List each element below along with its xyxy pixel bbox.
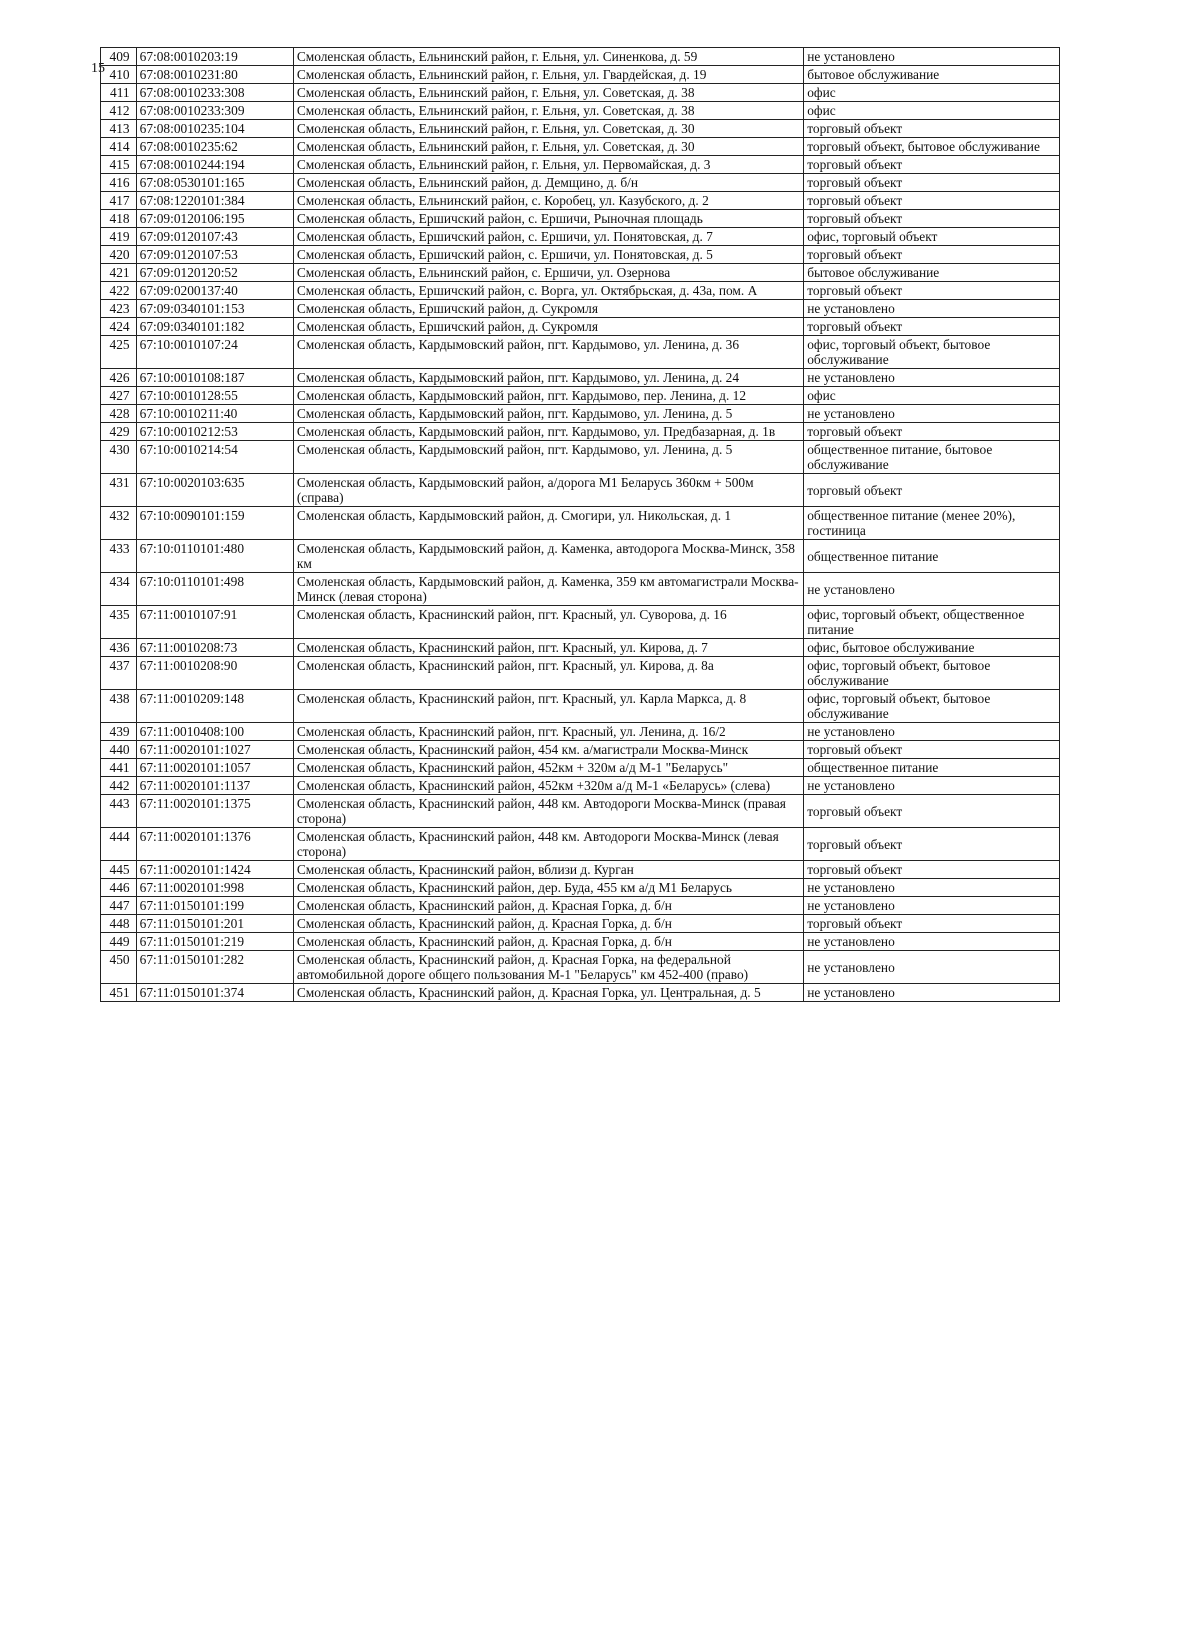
row-number-cell: 451 [101, 984, 137, 1002]
row-number-cell: 445 [101, 861, 137, 879]
table-row [101, 828, 1060, 861]
row-number-cell: 409 [101, 48, 137, 66]
address-cell: Смоленская область, Ершичский район, д. Сукромля [293, 300, 803, 318]
usage-cell: общественное питание (менее 20%), гостиница [804, 507, 1060, 540]
table-row [101, 690, 1060, 723]
cadastral-number-cell: 67:10:0010108:187 [136, 369, 293, 387]
cadastral-number-cell: 67:10:0010214:54 [136, 441, 293, 474]
row-number-cell: 437 [101, 657, 137, 690]
row-number-cell: 438 [101, 690, 137, 723]
cadastral-number-cell: 67:09:0120120:52 [136, 264, 293, 282]
address-cell: Смоленская область, Ельнинский район, с. Коробец, ул. Казубского, д. 2 [293, 192, 803, 210]
cadastral-number-cell: 67:10:0010107:24 [136, 336, 293, 369]
cadastral-number-cell: 67:09:0200137:40 [136, 282, 293, 300]
usage-cell: торговый объект [804, 915, 1060, 933]
cadastral-number-cell: 67:11:0020101:998 [136, 879, 293, 897]
table-row [101, 474, 1060, 507]
cadastral-number-cell: 67:09:0120107:43 [136, 228, 293, 246]
address-cell: Смоленская область, Краснинский район, д. Красная Горка, ул. Центральная, д. 5 [293, 984, 803, 1002]
usage-cell: не установлено [804, 897, 1060, 915]
address-cell: Смоленская область, Кардымовский район, а/дорога М1 Беларусь 360км + 500м (справа) [293, 474, 803, 507]
usage-cell: торговый объект [804, 741, 1060, 759]
address-cell: Смоленская область, Краснинский район, 448 км. Автодороги Москва-Минск (правая сторона) [293, 795, 803, 828]
row-number-cell: 416 [101, 174, 137, 192]
address-cell: Смоленская область, Ершичский район, с. Ершичи, Рыночная площадь [293, 210, 803, 228]
usage-cell: торговый объект [804, 246, 1060, 264]
usage-cell: не установлено [804, 984, 1060, 1002]
cadastral-number-cell: 67:11:0010208:90 [136, 657, 293, 690]
cadastral-number-cell: 67:11:0010208:73 [136, 639, 293, 657]
row-number-cell: 447 [101, 897, 137, 915]
address-cell: Смоленская область, Кардымовский район, пгт. Кардымово, ул. Ленина, д. 24 [293, 369, 803, 387]
address-cell: Смоленская область, Краснинский район, вблизи д. Курган [293, 861, 803, 879]
table-row [101, 48, 1060, 66]
table-row [101, 606, 1060, 639]
address-cell: Смоленская область, Ершичский район, д. Сукромля [293, 318, 803, 336]
table-row [101, 156, 1060, 174]
usage-cell: офис [804, 387, 1060, 405]
row-number-cell: 422 [101, 282, 137, 300]
table-row [101, 861, 1060, 879]
address-cell: Смоленская область, Краснинский район, 452км +320м а/д М-1 «Беларусь» (слева) [293, 777, 803, 795]
address-cell: Смоленская область, Краснинский район, д. Красная Горка, на федеральной автомобильной дороге общего пользования М-1 "Беларусь" км 452-400 (право) [293, 951, 803, 984]
usage-cell: торговый объект [804, 210, 1060, 228]
cadastral-number-cell: 67:10:0010128:55 [136, 387, 293, 405]
address-cell: Смоленская область, Ельнинский район, г. Ельня, ул. Советская, д. 30 [293, 120, 803, 138]
usage-cell: торговый объект [804, 156, 1060, 174]
row-number-cell: 419 [101, 228, 137, 246]
address-cell: Смоленская область, Кардымовский район, пгт. Кардымово, ул. Ленина, д. 5 [293, 441, 803, 474]
row-number-cell: 424 [101, 318, 137, 336]
row-number-cell: 411 [101, 84, 137, 102]
row-number-cell: 443 [101, 795, 137, 828]
usage-cell: офис [804, 84, 1060, 102]
address-cell: Смоленская область, Кардымовский район, пгт. Кардымово, ул. Ленина, д. 5 [293, 405, 803, 423]
cadastral-number-cell: 67:11:0150101:201 [136, 915, 293, 933]
table-row [101, 639, 1060, 657]
row-number-cell: 434 [101, 573, 137, 606]
usage-cell: торговый объект [804, 120, 1060, 138]
table-row [101, 897, 1060, 915]
table-row [101, 336, 1060, 369]
table-row [101, 210, 1060, 228]
address-cell: Смоленская область, Ельнинский район, г. Ельня, ул. Советская, д. 38 [293, 102, 803, 120]
address-cell: Смоленская область, Кардымовский район, д. Смогири, ул. Никольская, д. 1 [293, 507, 803, 540]
cadastral-number-cell: 67:08:0530101:165 [136, 174, 293, 192]
usage-cell: офис, торговый объект, бытовое обслуживание [804, 690, 1060, 723]
table-row [101, 102, 1060, 120]
address-cell: Смоленская область, Ельнинский район, д. Демщино, д. б/н [293, 174, 803, 192]
table-row [101, 387, 1060, 405]
row-number-cell: 414 [101, 138, 137, 156]
usage-cell: торговый объект [804, 174, 1060, 192]
row-number-cell: 410 [101, 66, 137, 84]
address-cell: Смоленская область, Кардымовский район, пгт. Кардымово, ул. Предбазарная, д. 1в [293, 423, 803, 441]
address-cell: Смоленская область, Краснинский район, дер. Буда, 455 км а/д М1 Беларусь [293, 879, 803, 897]
table-row [101, 174, 1060, 192]
page-number: 15 [91, 61, 105, 76]
table-row [101, 507, 1060, 540]
usage-cell: офис, торговый объект, общественное питание [804, 606, 1060, 639]
usage-cell: офис, торговый объект, бытовое обслуживание [804, 657, 1060, 690]
usage-cell: не установлено [804, 48, 1060, 66]
usage-cell: торговый объект [804, 423, 1060, 441]
cadastral-number-cell: 67:11:0020101:1375 [136, 795, 293, 828]
cadastral-number-cell: 67:11:0010408:100 [136, 723, 293, 741]
table-row [101, 540, 1060, 573]
table-row [101, 282, 1060, 300]
row-number-cell: 430 [101, 441, 137, 474]
cadastral-number-cell: 67:08:0010233:308 [136, 84, 293, 102]
cadastral-number-cell: 67:08:0010235:62 [136, 138, 293, 156]
cadastral-number-cell: 67:11:0150101:374 [136, 984, 293, 1002]
row-number-cell: 450 [101, 951, 137, 984]
address-cell: Смоленская область, Ершичский район, с. Ершичи, ул. Понятовская, д. 7 [293, 228, 803, 246]
cadastral-number-cell: 67:10:0110101:480 [136, 540, 293, 573]
row-number-cell: 439 [101, 723, 137, 741]
cadastral-number-cell: 67:11:0150101:282 [136, 951, 293, 984]
row-number-cell: 433 [101, 540, 137, 573]
cadastral-number-cell: 67:10:0110101:498 [136, 573, 293, 606]
table-row [101, 120, 1060, 138]
cadastral-number-cell: 67:10:0090101:159 [136, 507, 293, 540]
usage-cell: не установлено [804, 300, 1060, 318]
cadastral-number-cell: 67:11:0020101:1027 [136, 741, 293, 759]
property-registry-table [100, 47, 1060, 1002]
row-number-cell: 420 [101, 246, 137, 264]
table-row [101, 246, 1060, 264]
row-number-cell: 415 [101, 156, 137, 174]
usage-cell: торговый объект [804, 861, 1060, 879]
usage-cell: не установлено [804, 933, 1060, 951]
row-number-cell: 425 [101, 336, 137, 369]
row-number-cell: 412 [101, 102, 137, 120]
row-number-cell: 446 [101, 879, 137, 897]
table-row [101, 657, 1060, 690]
address-cell: Смоленская область, Краснинский район, пгт. Красный, ул. Суворова, д. 16 [293, 606, 803, 639]
cadastral-number-cell: 67:11:0150101:199 [136, 897, 293, 915]
row-number-cell: 436 [101, 639, 137, 657]
row-number-cell: 448 [101, 915, 137, 933]
row-number-cell: 435 [101, 606, 137, 639]
usage-cell: офис, торговый объект [804, 228, 1060, 246]
row-number-cell: 442 [101, 777, 137, 795]
table-row [101, 66, 1060, 84]
usage-cell: бытовое обслуживание [804, 264, 1060, 282]
table-row [101, 933, 1060, 951]
table-row [101, 138, 1060, 156]
usage-cell: не установлено [804, 405, 1060, 423]
usage-cell: офис, бытовое обслуживание [804, 639, 1060, 657]
table-body [101, 48, 1060, 1002]
address-cell: Смоленская область, Кардымовский район, пгт. Кардымово, пер. Ленина, д. 12 [293, 387, 803, 405]
usage-cell: офис, торговый объект, бытовое обслуживание [804, 336, 1060, 369]
cadastral-number-cell: 67:10:0020103:635 [136, 474, 293, 507]
cadastral-number-cell: 67:10:0010212:53 [136, 423, 293, 441]
cadastral-number-cell: 67:11:0010209:148 [136, 690, 293, 723]
table-row [101, 228, 1060, 246]
cadastral-number-cell: 67:08:1220101:384 [136, 192, 293, 210]
row-number-cell: 418 [101, 210, 137, 228]
cadastral-number-cell: 67:10:0010211:40 [136, 405, 293, 423]
address-cell: Смоленская область, Краснинский район, 452км + 320м а/д М-1 "Беларусь" [293, 759, 803, 777]
row-number-cell: 441 [101, 759, 137, 777]
address-cell: Смоленская область, Краснинский район, д. Красная Горка, д. б/н [293, 897, 803, 915]
cadastral-number-cell: 67:11:0020101:1376 [136, 828, 293, 861]
table-row [101, 369, 1060, 387]
cadastral-number-cell: 67:09:0120107:53 [136, 246, 293, 264]
usage-cell: торговый объект [804, 828, 1060, 861]
row-number-cell: 417 [101, 192, 137, 210]
row-number-cell: 449 [101, 933, 137, 951]
table-row [101, 723, 1060, 741]
cadastral-number-cell: 67:08:0010233:309 [136, 102, 293, 120]
cadastral-number-cell: 67:08:0010203:19 [136, 48, 293, 66]
table-row [101, 951, 1060, 984]
table-row [101, 741, 1060, 759]
usage-cell: общественное питание [804, 540, 1060, 573]
cadastral-number-cell: 67:09:0340101:182 [136, 318, 293, 336]
row-number-cell: 440 [101, 741, 137, 759]
cadastral-number-cell: 67:08:0010235:104 [136, 120, 293, 138]
address-cell: Смоленская область, Ершичский район, с. Ершичи, ул. Понятовская, д. 5 [293, 246, 803, 264]
address-cell: Смоленская область, Краснинский район, пгт. Красный, ул. Ленина, д. 16/2 [293, 723, 803, 741]
address-cell: Смоленская область, Краснинский район, пгт. Красный, ул. Кирова, д. 7 [293, 639, 803, 657]
cadastral-number-cell: 67:08:0010244:194 [136, 156, 293, 174]
address-cell: Смоленская область, Краснинский район, д. Красная Горка, д. б/н [293, 915, 803, 933]
address-cell: Смоленская область, Краснинский район, 448 км. Автодороги Москва-Минск (левая сторона) [293, 828, 803, 861]
table-row [101, 777, 1060, 795]
table-row [101, 879, 1060, 897]
row-number-cell: 426 [101, 369, 137, 387]
table-row [101, 300, 1060, 318]
usage-cell: торговый объект [804, 318, 1060, 336]
usage-cell: торговый объект [804, 474, 1060, 507]
row-number-cell: 427 [101, 387, 137, 405]
table-row [101, 573, 1060, 606]
usage-cell: торговый объект [804, 192, 1060, 210]
cadastral-number-cell: 67:11:0020101:1424 [136, 861, 293, 879]
table-row [101, 759, 1060, 777]
table-row [101, 264, 1060, 282]
cadastral-number-cell: 67:09:0340101:153 [136, 300, 293, 318]
row-number-cell: 423 [101, 300, 137, 318]
row-number-cell: 428 [101, 405, 137, 423]
address-cell: Смоленская область, Краснинский район, пгт. Красный, ул. Кирова, д. 8а [293, 657, 803, 690]
address-cell: Смоленская область, Кардымовский район, д. Каменка, автодорога Москва-Минск, 358 км [293, 540, 803, 573]
address-cell: Смоленская область, Ельнинский район, г. Ельня, ул. Советская, д. 30 [293, 138, 803, 156]
row-number-cell: 413 [101, 120, 137, 138]
address-cell: Смоленская область, Кардымовский район, д. Каменка, 359 км автомагистрали Москва-Минск (левая сторона) [293, 573, 803, 606]
address-cell: Смоленская область, Ельнинский район, г. Ельня, ул. Первомайская, д. 3 [293, 156, 803, 174]
cadastral-number-cell: 67:09:0120106:195 [136, 210, 293, 228]
table-row [101, 795, 1060, 828]
address-cell: Смоленская область, Ершичский район, с. Ворга, ул. Октябрьская, д. 43а, пом. А [293, 282, 803, 300]
usage-cell: не установлено [804, 369, 1060, 387]
cadastral-number-cell: 67:11:0020101:1057 [136, 759, 293, 777]
usage-cell: торговый объект, бытовое обслуживание [804, 138, 1060, 156]
usage-cell: бытовое обслуживание [804, 66, 1060, 84]
address-cell: Смоленская область, Краснинский район, 454 км. а/магистрали Москва-Минск [293, 741, 803, 759]
usage-cell: общественное питание [804, 759, 1060, 777]
usage-cell: общественное питание, бытовое обслуживание [804, 441, 1060, 474]
table-row [101, 441, 1060, 474]
table-row [101, 318, 1060, 336]
cadastral-number-cell: 67:11:0020101:1137 [136, 777, 293, 795]
usage-cell: торговый объект [804, 795, 1060, 828]
table-row [101, 423, 1060, 441]
address-cell: Смоленская область, Ельнинский район, г. Ельня, ул. Гвардейская, д. 19 [293, 66, 803, 84]
address-cell: Смоленская область, Кардымовский район, пгт. Кардымово, ул. Ленина, д. 36 [293, 336, 803, 369]
usage-cell: не установлено [804, 777, 1060, 795]
row-number-cell: 431 [101, 474, 137, 507]
cadastral-number-cell: 67:11:0150101:219 [136, 933, 293, 951]
usage-cell: офис [804, 102, 1060, 120]
table-row [101, 915, 1060, 933]
table-row [101, 192, 1060, 210]
usage-cell: не установлено [804, 573, 1060, 606]
address-cell: Смоленская область, Краснинский район, пгт. Красный, ул. Карла Маркса, д. 8 [293, 690, 803, 723]
usage-cell: не установлено [804, 723, 1060, 741]
row-number-cell: 421 [101, 264, 137, 282]
address-cell: Смоленская область, Ельнинский район, г. Ельня, ул. Синенкова, д. 59 [293, 48, 803, 66]
row-number-cell: 444 [101, 828, 137, 861]
address-cell: Смоленская область, Краснинский район, д. Красная Горка, д. б/н [293, 933, 803, 951]
cadastral-number-cell: 67:11:0010107:91 [136, 606, 293, 639]
table-row [101, 84, 1060, 102]
address-cell: Смоленская область, Ельнинский район, г. Ельня, ул. Советская, д. 38 [293, 84, 803, 102]
row-number-cell: 429 [101, 423, 137, 441]
address-cell: Смоленская область, Ельнинский район, с. Ершичи, ул. Озернова [293, 264, 803, 282]
usage-cell: не установлено [804, 879, 1060, 897]
usage-cell: торговый объект [804, 282, 1060, 300]
cadastral-number-cell: 67:08:0010231:80 [136, 66, 293, 84]
row-number-cell: 432 [101, 507, 137, 540]
table-row [101, 984, 1060, 1002]
usage-cell: не установлено [804, 951, 1060, 984]
table-row [101, 405, 1060, 423]
